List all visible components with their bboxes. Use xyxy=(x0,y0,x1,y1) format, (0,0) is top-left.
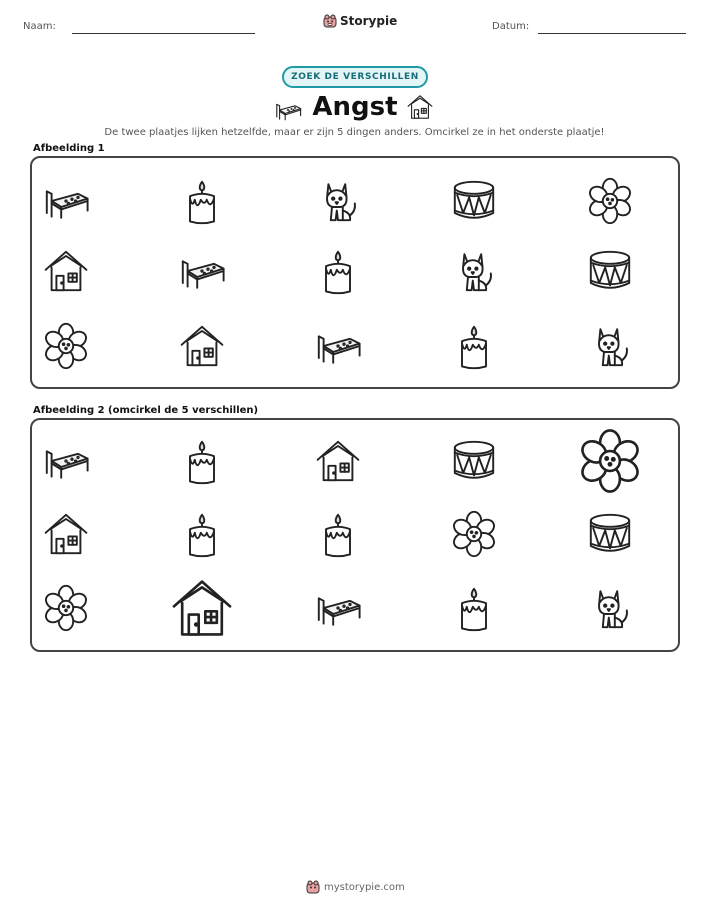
picture-2-panel xyxy=(30,418,680,652)
name-field[interactable] xyxy=(72,33,255,34)
picture-1-panel xyxy=(30,156,680,389)
dog-icon[interactable] xyxy=(586,584,634,632)
candle-icon[interactable] xyxy=(450,584,498,632)
house-icon[interactable] xyxy=(169,575,235,641)
house-icon[interactable] xyxy=(42,510,90,558)
drum-icon[interactable] xyxy=(586,247,634,295)
brand-name: Storypie xyxy=(340,14,398,28)
candle-icon[interactable] xyxy=(178,437,226,485)
house-icon[interactable] xyxy=(178,322,226,370)
house-icon xyxy=(406,93,434,121)
picture-1-label: Afbeelding 1 xyxy=(33,143,105,154)
bed-icon[interactable] xyxy=(42,177,90,225)
flower-icon[interactable] xyxy=(42,584,90,632)
date-field[interactable] xyxy=(538,33,686,34)
drum-icon[interactable] xyxy=(450,177,498,225)
drum-icon[interactable] xyxy=(450,437,498,485)
date-label: Datum: xyxy=(492,21,530,32)
house-icon[interactable] xyxy=(42,247,90,295)
flower-icon[interactable] xyxy=(42,322,90,370)
instructions: De twee plaatjes lijken hetzelfde, maar er zijn 5 dingen anders. Omcirkel ze in het onderste plaatje! xyxy=(104,127,605,138)
worksheet-type-badge: ZOEK DE VERSCHILLEN xyxy=(282,66,428,88)
flower-icon[interactable] xyxy=(450,510,498,558)
dog-icon[interactable] xyxy=(586,322,634,370)
footer xyxy=(306,880,405,894)
bed-icon[interactable] xyxy=(178,247,226,295)
candle-icon[interactable] xyxy=(314,247,362,295)
picture-2-label: Afbeelding 2 (omcirkel de 5 verschillen) xyxy=(33,405,259,416)
page-title: Angst xyxy=(312,92,398,122)
footer-site: mystorypie.com xyxy=(324,881,405,893)
storypie-mascot-icon xyxy=(323,14,337,28)
name-label: Naam: xyxy=(23,21,56,32)
flower-icon[interactable] xyxy=(577,428,643,494)
dog-icon[interactable] xyxy=(314,177,362,225)
candle-icon[interactable] xyxy=(450,322,498,370)
candle-icon[interactable] xyxy=(314,510,362,558)
house-icon[interactable] xyxy=(314,437,362,485)
bed-icon[interactable] xyxy=(314,584,362,632)
candle-icon[interactable] xyxy=(178,177,226,225)
drum-icon[interactable] xyxy=(586,510,634,558)
brand-logo xyxy=(323,14,397,28)
storypie-mascot-icon xyxy=(306,880,320,894)
bed-icon[interactable] xyxy=(42,437,90,485)
bed-icon xyxy=(274,96,302,124)
dog-icon[interactable] xyxy=(450,247,498,295)
candle-icon[interactable] xyxy=(178,510,226,558)
bed-icon[interactable] xyxy=(314,322,362,370)
flower-icon[interactable] xyxy=(586,177,634,225)
